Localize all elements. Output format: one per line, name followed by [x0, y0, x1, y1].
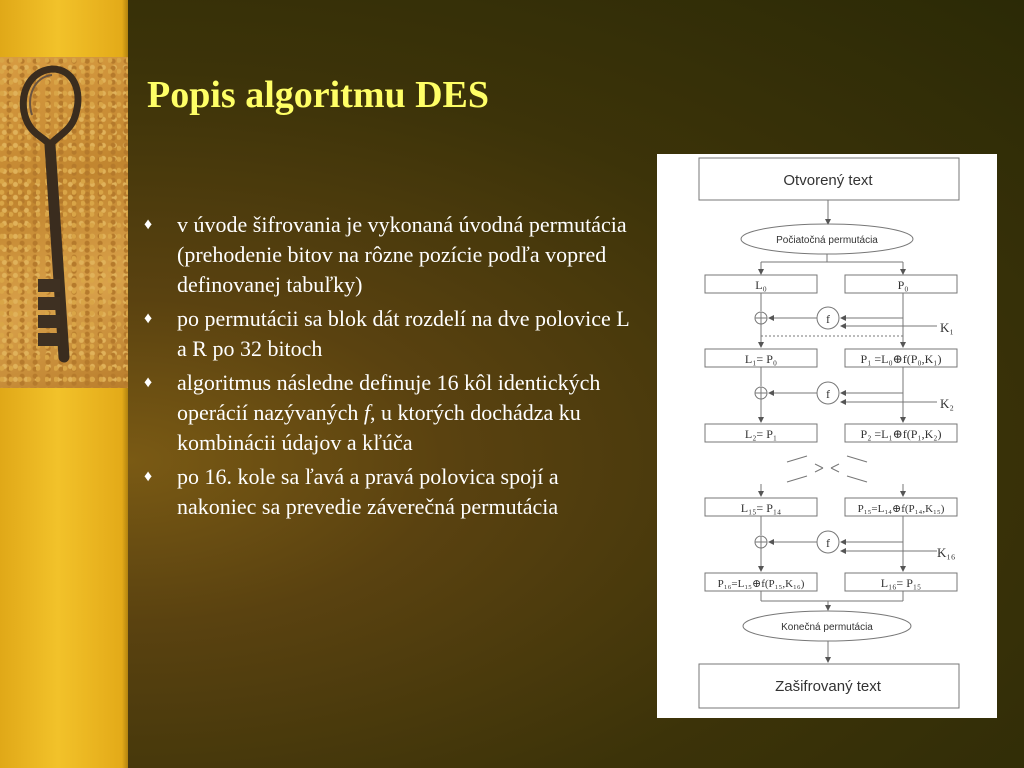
bullet-item [140, 304, 640, 364]
slide-title: Popis algoritmu DES [147, 74, 490, 116]
diamond-bullet-icon: ♦ [144, 468, 153, 485]
diamond-bullet-icon: ♦ [144, 374, 153, 391]
ciphertext-label: Zašifrovaný text [775, 678, 881, 695]
p1-label: P₁ =L₀⊕f(P₀,K₁) [860, 352, 942, 366]
key-image [0, 57, 128, 388]
bullet-item [140, 368, 640, 458]
p2-label: P₂ =L₁⊕f(P₁,K₂) [860, 427, 942, 441]
k16-label: K₁₆ [937, 545, 956, 560]
bullet-text: v úvode šifrovania je vykonaná úvodná permutácia (prehodenie bitov na rôzne pozície podľa vopred definovanej tabuľky) [177, 212, 627, 297]
p16-label: P₁₆=L₁₅⊕f(P₁₅,K₁₆) [717, 578, 805, 590]
p15-label: P₁₅=L₁₄⊕f(P₁₄,K₁₅) [857, 503, 945, 515]
diamond-bullet-icon: ♦ [144, 310, 153, 327]
l0-label: L₀ [755, 278, 767, 292]
bullet-item [140, 210, 640, 300]
bullet-text-before: algoritmus následne definuje 16 kôl identických operácií nazývaných [177, 370, 601, 425]
final-permutation-label: Konečná permutácia [781, 622, 873, 633]
k2-label: K₂ [940, 396, 954, 411]
f-label-16: f [826, 536, 830, 550]
p0-label: P₀ [897, 278, 909, 292]
l15-label: L₁₅= P₁₄ [740, 501, 782, 515]
initial-permutation-label: Počiatočná permutácia [776, 235, 878, 246]
bullet-item [140, 462, 640, 522]
l2-label: L₂= P₁ [744, 427, 778, 441]
f-label-1: f [826, 312, 830, 326]
bullet-text: po 16. kole sa ľavá a pravá polovica spojí a nakoniec sa prevedie záverečná permutácia [177, 464, 559, 519]
bullet-text: po permutácii sa blok dát rozdelí na dve polovice L a R po 32 bitoch [177, 306, 629, 361]
k1-label: K₁ [940, 320, 954, 335]
f-label-2: f [826, 387, 830, 401]
bullet-text-after: , u ktorých dochádza ku kombinácii údajov a kľúča [177, 400, 581, 455]
bullet-list [140, 210, 640, 526]
l16-label: L₁₆= P₁₅ [880, 576, 922, 590]
diamond-bullet-icon: ♦ [144, 216, 153, 233]
plaintext-label: Otvorený text [783, 172, 873, 189]
bullet-italic-f: f [363, 400, 371, 425]
l1-label: L₁= P₀ [744, 352, 778, 366]
des-diagram [657, 154, 997, 718]
